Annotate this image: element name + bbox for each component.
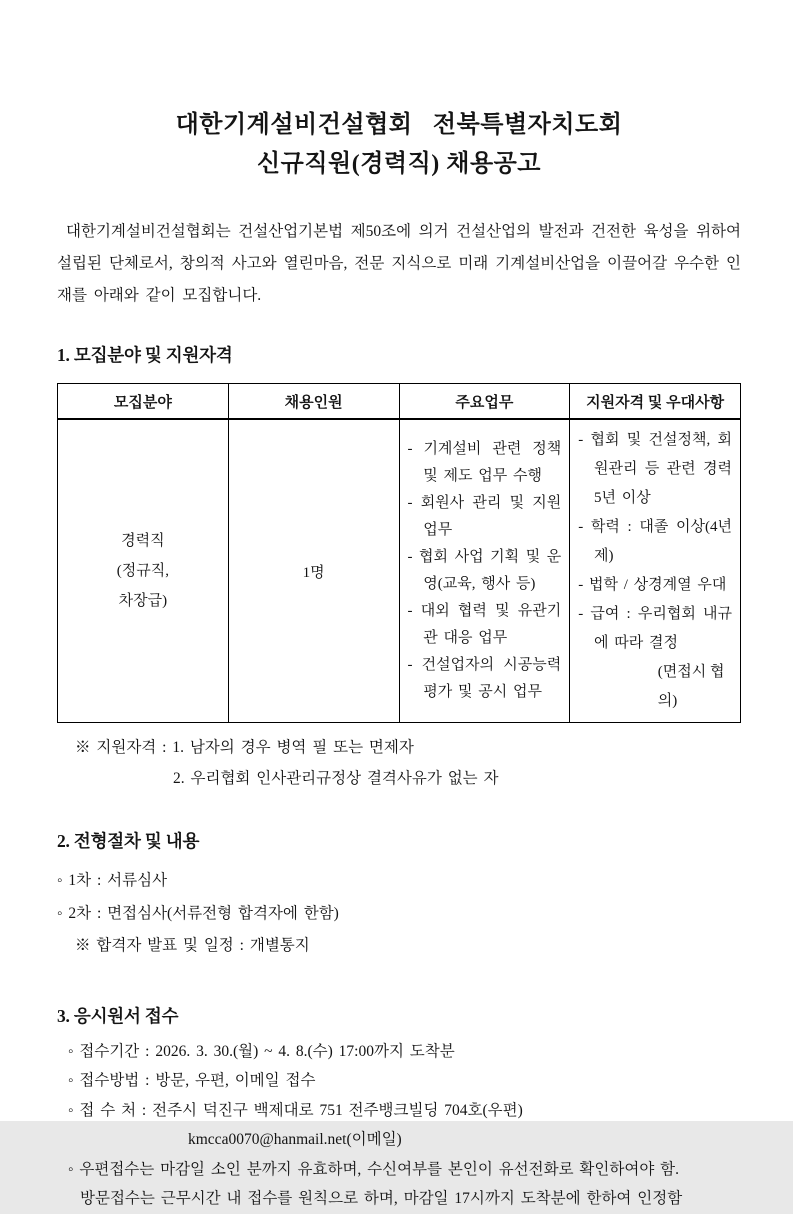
application-notice-line: ◦ 우편접수는 마감일 소인 분까지 유효하며, 수신여부를 본인이 유선전화로 확인하여야 함. <box>68 1160 680 1178</box>
table-footnote <box>57 732 741 794</box>
cell-headcount: 1명 <box>228 419 399 723</box>
process-items <box>57 865 741 963</box>
duty-item: - 회원사 관리 및 지원 업무 <box>407 495 562 538</box>
document-title <box>57 106 741 184</box>
qualification-item: - 협회 및 건설정책, 회원관리 등 관련 경력 5년 이상 <box>578 432 732 506</box>
section-recruitment-heading: 1. 모집분야 및 지원자격 <box>57 345 233 365</box>
application-item-method: ◦ 접수방법 : 방문, 우편, 이메일 접수 <box>68 1072 316 1089</box>
application-notice-line: 방문접수는 근무시간 내 접수를 원칙으로 하며, 마감일 17시까지 도착분에 한하여 인정함 <box>80 1190 683 1207</box>
table-header-row <box>58 384 741 420</box>
intro-paragraph: 대한기계설비건설협회는 건설산업기본법 제50조에 의거 건설산업의 발전과 건전한 육성을 위하여 설립된 단체로서, 창의적 사고와 열린마음, 전문 지식으로 미래 기계설비산업을 이끌어갈 우수한 인재를 아래와 같이 모집합니다. <box>57 223 741 304</box>
field-line: (정규직, <box>116 563 169 579</box>
footnote-item: 1. 남자의 경우 병역 필 또는 면제자 <box>172 739 414 756</box>
qualification-item: - 급여 : 우리협회 내규에 따라 결정 <box>578 606 732 651</box>
section-recruitment <box>57 342 741 794</box>
title-line-1: 대한기계설비건설협회 전북특별자치도회 <box>175 112 623 138</box>
recruitment-table-body <box>58 419 741 723</box>
process-note: ※ 합격자 발표 및 일정 : 개별통지 <box>75 937 310 954</box>
recruitment-table-head <box>58 384 741 420</box>
footnote-line <box>75 732 741 763</box>
cell-duties <box>399 419 570 723</box>
application-item-address: ◦ 접 수 처 : 전주시 덕진구 백제대로 751 전주뱅크빌딩 704호(우편) <box>68 1101 523 1119</box>
qualification-item: - 학력 : 대졸 이상(4년제) <box>578 519 732 564</box>
duty-item: - 협회 사업 기획 및 운영(교육, 행사 등) <box>407 549 562 592</box>
process-item: ◦ 1차 : 서류심사 <box>57 872 168 889</box>
footnote-prefix: ※ 지원자격 : <box>75 739 173 756</box>
duty-item: - 기계설비 관련 정책 및 제도 업무 수행 <box>407 441 562 484</box>
field-line: 차장급) <box>118 593 168 609</box>
section-application-heading: 3. 응시원서 접수 <box>57 1005 179 1026</box>
section-application <box>57 1003 741 1214</box>
footnote-item: 2. 우리협회 인사관리규정상 결격사유가 없는 자 <box>173 770 499 787</box>
field-line: 경력직 <box>121 533 165 549</box>
cell-field <box>58 419 229 723</box>
application-item-period: ◦ 접수기간 : 2026. 3. 30.(월) ~ 4. 8.(수) 17:00까지 도착분 <box>68 1042 455 1060</box>
application-email: kmcca0070@hanmail.net(이메일) <box>188 1131 402 1148</box>
application-items <box>57 1037 741 1214</box>
section-process-heading: 2. 전형절차 및 내용 <box>57 831 200 851</box>
cell-qualifications <box>570 419 741 723</box>
column-header-duties: 주요업무 <box>399 384 570 420</box>
process-item: ◦ 2차 : 면접심사(서류전형 합격자에 한함) <box>57 904 339 922</box>
table-row <box>58 419 741 723</box>
column-header-qualifications: 지원자격 및 우대사항 <box>570 384 741 420</box>
column-header-field: 모집분야 <box>58 384 229 420</box>
title-line-2: 신규직원(경력직) 채용공고 <box>256 151 541 177</box>
duty-item: - 건설업자의 시공능력평가 및 공시 업무 <box>407 657 562 700</box>
recruitment-table <box>57 383 741 723</box>
duty-item: - 대외 협력 및 유관기관 대응 업무 <box>407 603 562 646</box>
qualification-salary-note: (면접시 협의) <box>657 664 725 709</box>
section-process <box>57 828 741 963</box>
qualification-item: - 법학 / 상경계열 우대 <box>578 577 727 593</box>
column-header-headcount: 채용인원 <box>228 384 399 420</box>
